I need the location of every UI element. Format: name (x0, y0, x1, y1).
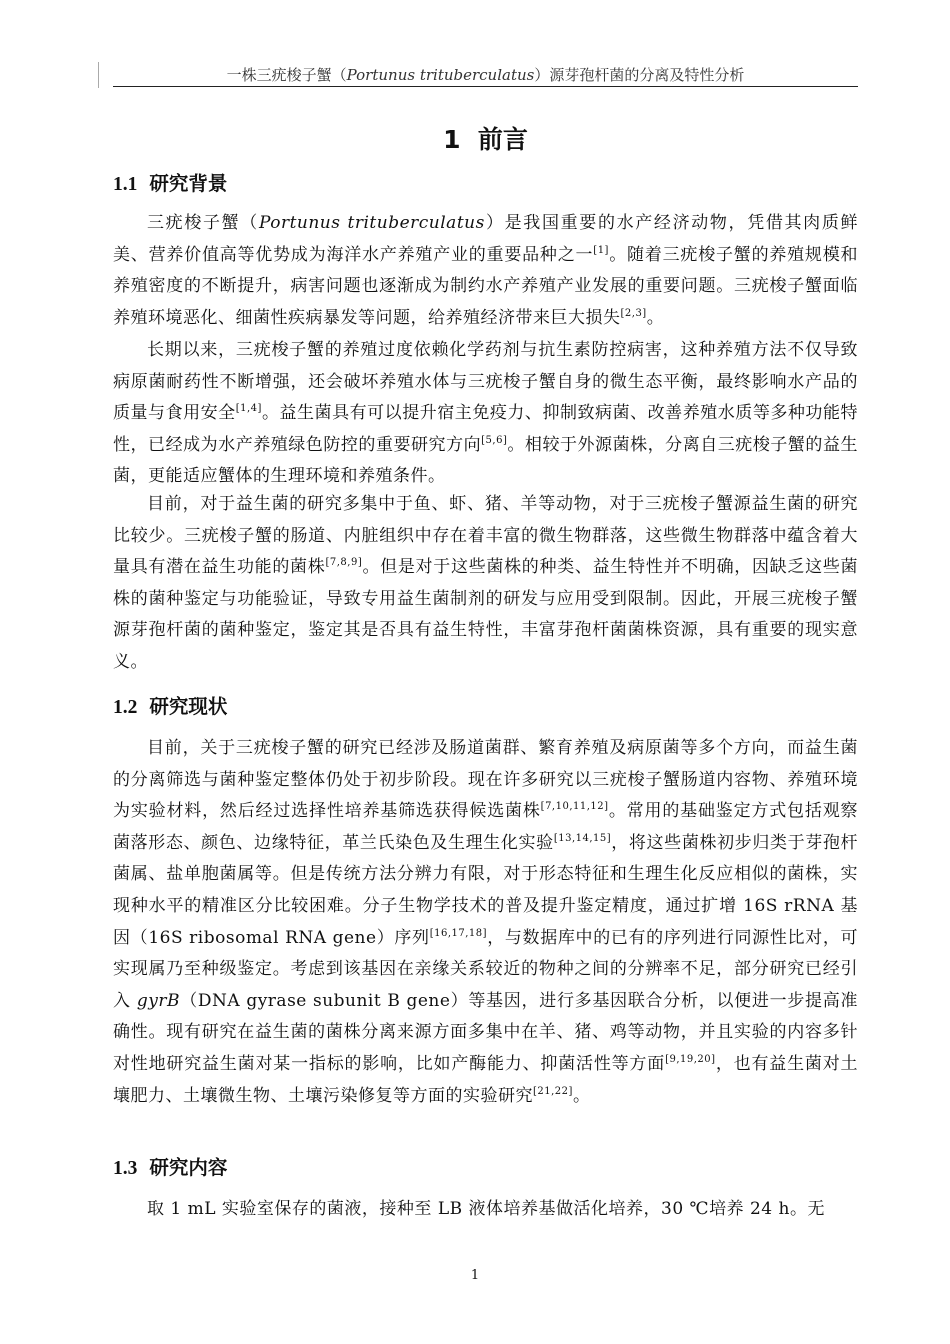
citation: [9,19,20] (665, 1053, 716, 1065)
paragraph-background-1: 三疣梭子蟹（Portunus trituberculatus）是我国重要的水产经济动物，凭借其肉质鲜美、营养价值高等优势成为海洋水产养殖产业的重要品种之一[1]。随着三疣梭子蟹的养殖规模和养殖密度的不断提升，病害问题也逐渐成为制约水产养殖产业发展的重要问题。三疣梭子蟹面临养殖环境恶化、细菌性疾病暴发等问题，给养殖经济带来巨大损失[2,3]。 (113, 213, 859, 328)
citation: [1] (593, 244, 609, 256)
section-title-text: 研究现状 (149, 695, 228, 718)
gene-name: gyrB (136, 990, 180, 1011)
section-heading-1-1 (113, 168, 227, 196)
citation: [16,17,18] (429, 927, 488, 939)
section-number: 1.3 (113, 1158, 138, 1179)
citation: [1,4] (235, 403, 262, 415)
section-title-text: 研究内容 (149, 1156, 228, 1179)
header-text: 一株三疣梭子蟹（ (226, 66, 347, 84)
header-species-name: Portunus trituberculatus (346, 66, 535, 84)
chapter-number: 1 (443, 125, 461, 154)
species-name: Portunus trituberculatus (258, 213, 485, 233)
paragraph-background-2: 长期以来，三疣梭子蟹的养殖过度依赖化学药剂与抗生素防控病害，这种养殖方法不仅导致病原菌耐药性不断增强，还会破坏养殖水体与三疣梭子蟹自身的微生态平衡，最终影响水产品的质量与食用安全[1,4]。益生菌具有可以提升宿主免疫力、抑制致病菌、改善养殖水质等多种功能特性，已经成为水产养殖绿色防控的重要研究方向[5,6]。相较于外源菌株，分离自三疣梭子蟹的益生菌，更能适应蟹体的生理环境和养殖条件。 (113, 340, 858, 487)
citation: [2,3] (620, 307, 647, 319)
running-header (113, 64, 858, 85)
section-number: 1.2 (113, 697, 138, 718)
paragraph-content: 取 1 mL 实验室保存的菌液，接种至 LB 液体培养基做活化培养，30 ℃培养 24 h。无 (147, 1199, 825, 1219)
citation: [7,8,9] (325, 557, 363, 569)
header-text-end: ）源芽孢杆菌的分离及特性分析 (534, 66, 745, 84)
citation: [7,10,11,12] (540, 801, 609, 813)
citation: [13,14,15] (553, 832, 612, 844)
section-heading-1-3 (113, 1152, 227, 1180)
crop-mark (98, 62, 99, 88)
section-title-text: 研究背景 (149, 172, 228, 195)
header-rule (113, 86, 858, 87)
citation: [5,6] (481, 434, 508, 446)
chapter-title-text: 前言 (477, 125, 528, 154)
section-heading-1-2 (113, 691, 227, 719)
chapter-title (113, 120, 858, 156)
page-number: 1 (470, 1268, 480, 1283)
section-number: 1.1 (113, 174, 138, 195)
paragraph-status: 目前，关于三疣梭子蟹的研究已经涉及肠道菌群、繁育养殖及病原菌等多个方向，而益生菌的分离筛选与菌种鉴定整体仍处于初步阶段。现在许多研究以三疣梭子蟹肠道内容物、养殖环境为实验材料，然后经过选择性培养基筛选获得候选菌株[7,10,11,12]。常用的基础鉴定方式包括观察菌落形态、颜色、边缘特征，革兰氏染色及生理生化实验[13,14,15]，将这些菌株初步归类于芽孢杆菌属、盐单胞菌属等。但是传统方法分辨力有限，对于形态特征和生理生化反应相似的菌株，实现种水平的精准区分比较困难。分子生物学技术的普及提升鉴定精度，通过扩增 16S rRNA 基因（16S ribosomal RNA gene）序列[16,17,18]，与数据库中的已有的序列进行同源性比对，可实现属乃至种级鉴定。考虑到该基因在亲缘关系较近的物种之间的分辨率不足，部分研究已经引入 gyrB（DNA gyrase subunit B gene）等基因，进行多基因联合分析，以便进一步提高准确性。现有研究在益生菌的菌株分离来源方面多集中在羊、猪、鸡等动物，并且实验的内容多针对性地研究益生菌对某一指标的影响，比如产酶能力、抑菌活性等方面[9,19,20]，也有益生菌对土壤肥力、土壤微生物、土壤污染修复等方面的实验研究[21,22]。 (113, 738, 859, 1106)
paragraph-background-3: 目前，对于益生菌的研究多集中于鱼、虾、猪、羊等动物，对于三疣梭子蟹源益生菌的研究比较少。三疣梭子蟹的肠道、内脏组织中存在着丰富的微生物群落，这些微生物群落中蕴含着大量具有潜在益生功能的菌株[7,8,9]。但是对于这些菌株的种类、益生特性并不明确，因缺乏这些菌株的菌种鉴定与功能验证，导致专用益生菌制剂的研发与应用受到限制。因此，开展三疣梭子蟹源芽孢杆菌的菌种鉴定，鉴定其是否具有益生特性，丰富芽孢杆菌菌株资源，具有重要的现实意义。 (113, 494, 859, 672)
citation: [21,22] (533, 1085, 573, 1097)
